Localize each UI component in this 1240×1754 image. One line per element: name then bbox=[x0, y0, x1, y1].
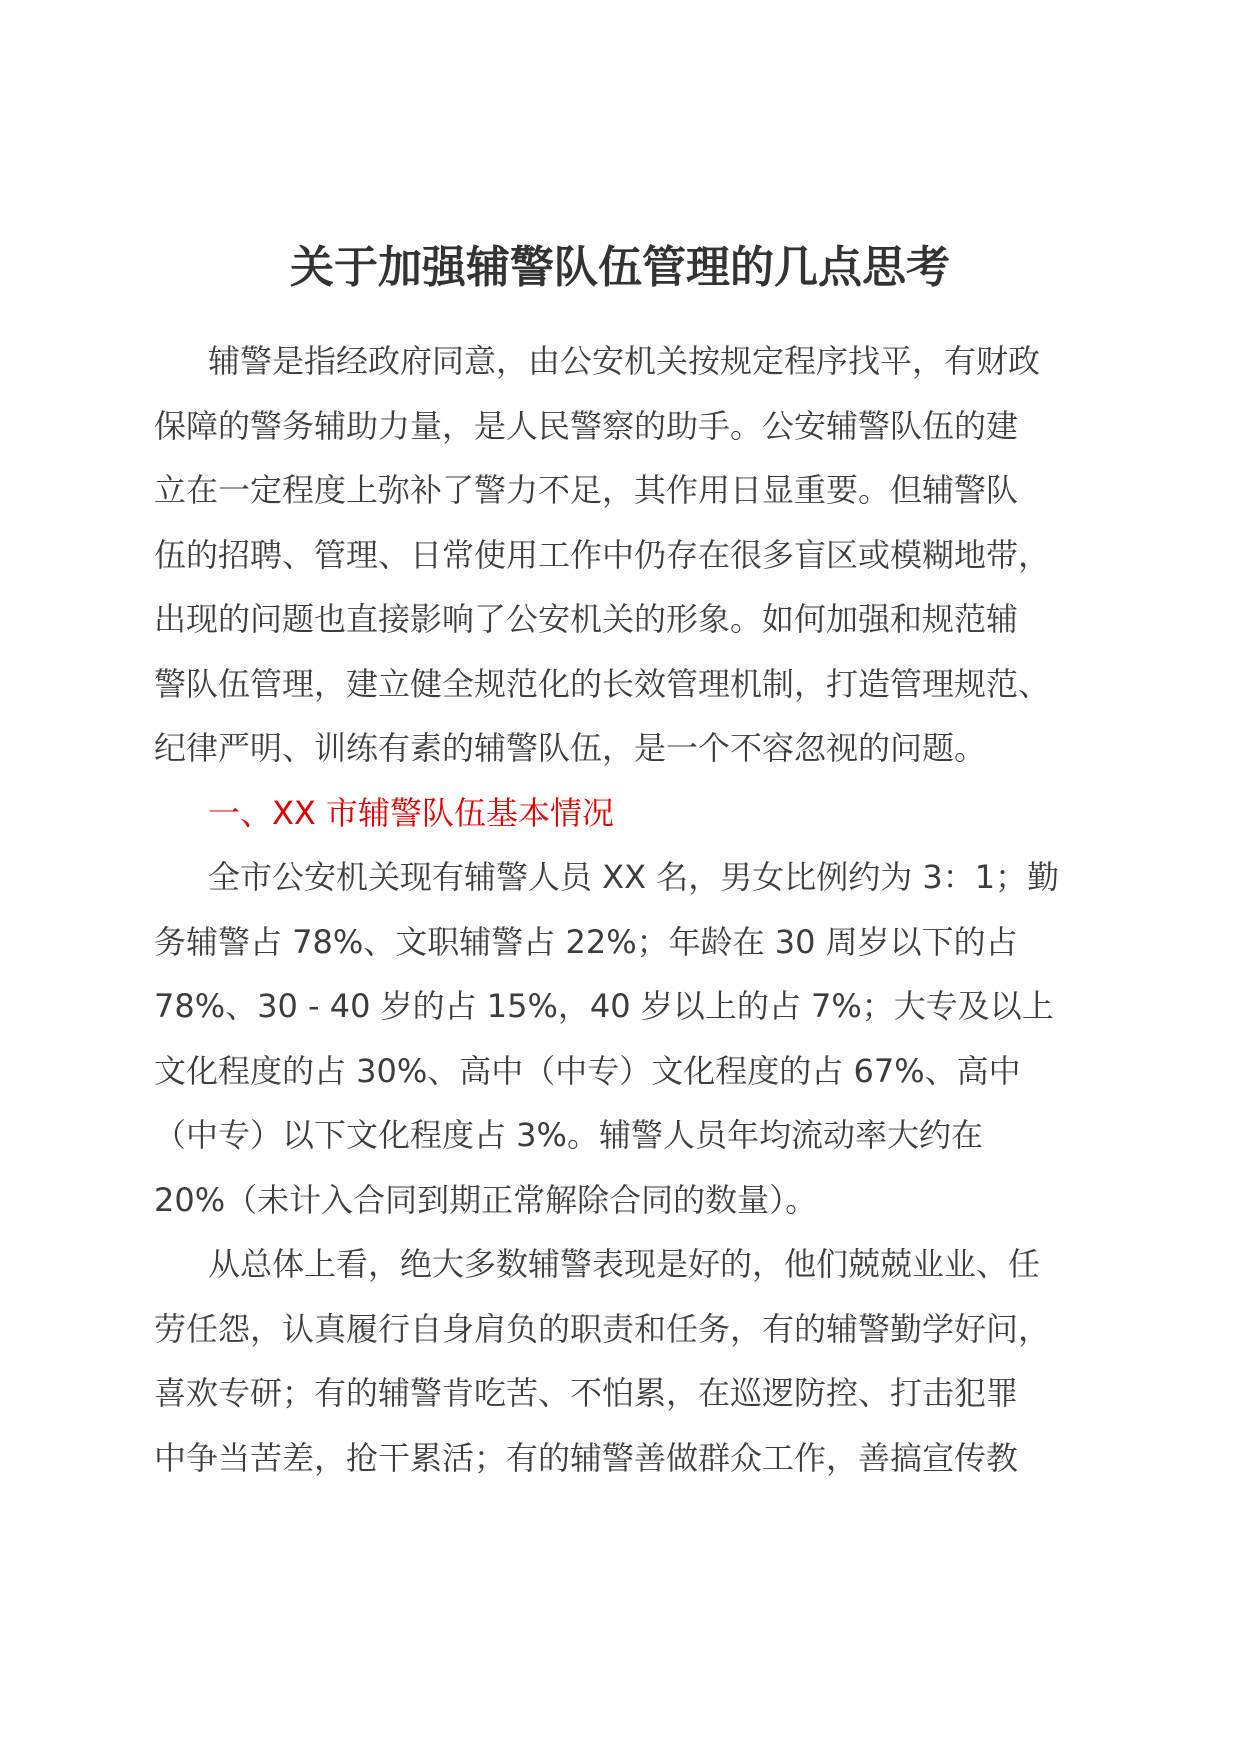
paragraph-1-line-7: 纪律严明、训练有素的辅警队伍，是一个不容忽视的问题。 bbox=[154, 729, 987, 767]
paragraph-3-line-4: 中争当苦差，抢干累活；有的辅警善做群众工作，善搞宣传教 bbox=[154, 1438, 1019, 1477]
document-title: 关于加强辅警队伍管理的几点思考 bbox=[290, 242, 950, 293]
paragraph-1-line-3: 立在一定程度上弥补了警力不足，其作用日显重要。但辅警队 bbox=[154, 471, 1019, 509]
section-heading-1: 一、XX 市辅警队伍基本情况 bbox=[208, 793, 615, 832]
paragraph-1-line-1: 辅警是指经政府同意，由公安机关按规定程序找平，有财政 bbox=[208, 342, 1041, 380]
paragraph-2-line-3: 78%、30 - 40 岁的占 15%，40 岁以上的占 7%；大专及以上 bbox=[154, 987, 1054, 1025]
paragraph-2-line-5: （中专）以下文化程度占 3%。辅警人员年均流动率大约在 bbox=[154, 1116, 983, 1154]
paragraph-1-line-5: 出现的问题也直接影响了公安机关的形象。如何加强和规范辅 bbox=[154, 600, 1019, 638]
paragraph-1-line-2: 保障的警务辅助力量，是人民警察的助手。公安辅警队伍的建 bbox=[154, 406, 1019, 445]
paragraph-1-line-6: 警队伍管理，建立健全规范化的长效管理机制，打造管理规范、 bbox=[154, 664, 1051, 703]
document-body bbox=[154, 329, 1089, 1490]
paragraph-3-line-3: 喜欢专研；有的辅警肯吃苦、不怕累，在巡逻防控、打击犯罪 bbox=[154, 1374, 1019, 1412]
paragraph-2-line-2: 务辅警占 78%、文职辅警占 22%；年龄在 30 周岁以下的占 bbox=[154, 922, 1018, 961]
paragraph-3-line-2: 劳任怨，认真履行自身肩负的职责和任务，有的辅警勤学好问， bbox=[154, 1309, 1051, 1348]
paragraph-2-line-4: 文化程度的占 30%、高中（中专）文化程度的占 67%、高中 bbox=[154, 1051, 1021, 1090]
paragraph-2-line-1: 全市公安机关现有辅警人员 XX 名，男女比例约为 3：1；勤 bbox=[208, 858, 1060, 896]
paragraph-2-line-6: 20%（未计入合同到期正常解除合同的数量）。 bbox=[154, 1180, 818, 1219]
paragraph-3-line-1: 从总体上看，绝大多数辅警表现是好的，他们兢兢业业、任 bbox=[208, 1245, 1041, 1283]
paragraph-1-line-4: 伍的招聘、管理、日常使用工作中仍存在很多盲区或模糊地带， bbox=[154, 535, 1051, 574]
